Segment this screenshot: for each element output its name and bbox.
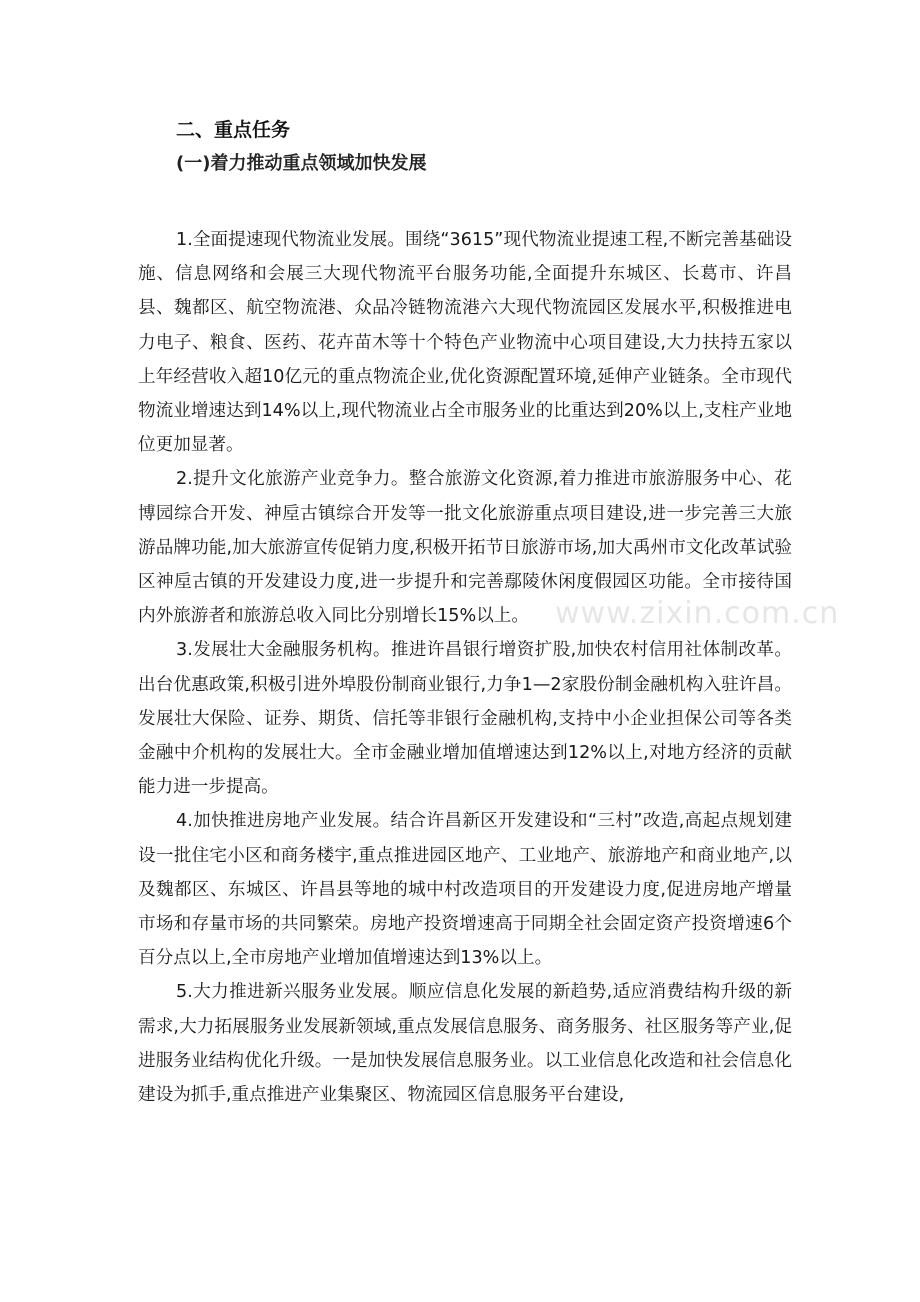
paragraph-real-estate: 4.加快推进房地产业发展。结合许昌新区开发建设和“三村”改造,高起点规划建设一批住宅小区和商务楼宇,重点推进园区地产、工业地产、旅游地产和商业地产,以及魏都区、东城区、许昌县等地的城中村改造项目的开发建设力度,促进房地产增量市场和存量市场的共同繁荣。房地产投资增速高于同期全社会固定资产投资增速6个百分点以上,全市房地产业增加值增速达到13%以上。 (138, 811, 792, 969)
body-text (138, 223, 792, 1112)
paragraph-emerging-services: 5.大力推进新兴服务业发展。顺应信息化发展的新趋势,适应消费结构升级的新需求,大力拓展服务业发展新领域,重点发展信息服务、商务服务、社区服务等产业,促进服务业结构优化升级。一是加快发展信息服务业。以工业信息化改造和社会信息化建设为抓手,重点推进产业集聚区、物流园区信息服务平台建设, (138, 982, 792, 1106)
watermark: www.zixin.com.cn (555, 596, 840, 631)
subsection-heading: (一)着力推动重点领域加快发展 (176, 153, 427, 174)
paragraph-logistics: 1.全面提速现代物流业发展。围绕“3615”现代物流业提速工程,不断完善基础设施、信息网络和会展三大现代物流平台服务功能,全面提升东城区、长葛市、许昌县、魏都区、航空物流港、众品冷链物流港六大现代物流园区发展水平,积极推进电力电子、粮食、医药、花卉苗木等十个特色产业物流中心项目建设,大力扶持五家以上年经营收入超10亿元的重点物流企业,优化资源配置环境,延伸产业链条。全市现代物流业增速达到14%以上,现代物流业占全市服务业的比重达到20%以上,支柱产业地位更加显著。 (138, 230, 792, 456)
section-heading: 二、重点任务 (176, 119, 291, 141)
paragraph-tourism: 2.提升文化旅游产业竞争力。整合旅游文化资源,着力推进市旅游服务中心、花博园综合开发、神垕古镇综合开发等一批文化旅游重点项目建设,进一步完善三大旅游品牌功能,加大旅游宣传促销力度,积极开拓节日旅游市场,加大禹州市文化改革试验区神垕古镇的开发建设力度,进一步提升和完善鄢陵休闲度假园区功能。全市接待国内外旅游者和旅游总收入同比分别增长15%以上。 (138, 469, 792, 627)
paragraph-finance: 3.发展壮大金融服务机构。推进许昌银行增资扩股,加快农村信用社体制改革。出台优惠政策,积极引进外埠股份制商业银行,力争1—2家股份制金融机构入驻许昌。发展壮大保险、证券、期货、信托等非银行金融机构,支持中小企业担保公司等各类金融中介机构的发展壮大。全市金融业增加值增速达到12%以上,对地方经济的贡献能力进一步提高。 (138, 640, 792, 798)
